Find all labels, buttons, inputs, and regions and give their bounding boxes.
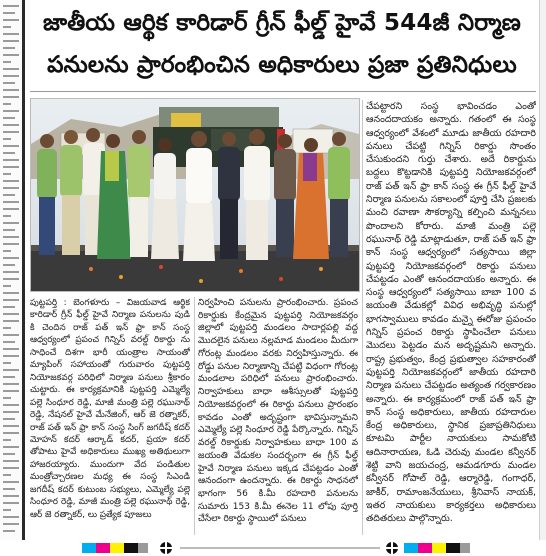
person [60,130,82,255]
news-photo [30,98,360,292]
person [37,134,57,255]
cyan-patch [82,543,96,553]
person [328,132,350,257]
registration-mark-icon [160,542,172,554]
right-gutter [539,0,546,540]
column-divider [362,100,363,535]
magenta-patch [96,543,110,553]
adjacent-page-strip [0,0,25,540]
headline-line-1: జాతీయ ఆర్థిక కారిడార్ గ్రీన్ ఫీల్డ్ హైవే 544జీ నిర్మాణ [42,10,522,36]
person [128,130,150,257]
article-column-2: నిర్వహించి పనులను ప్రారంభించారు. ప్రపంచ రికార్డుకు కేంద్రమైన పుట్టపర్తి నియోజకవర్గం జిల్లాలో పుట్టపర్తి మండలం సాదార్లపల్లి వద్ద మొదలైన పనులు నల్లమాడ మండలం మీదుగా గోరంట్ల మండలం వరకు నిర్వహిస్తున్నారు. ఈ రోడ్డు పనుల నిర్మాణాన్ని చేపట్టి విధంగా గోరంట్ల మండలాల పరిధిలో పనులు ప్రారంభించారు. నిర్వాహకులు బాధా ఆశీస్సులతో పుట్టపర్తి నియోజకవర్గంలో ఈ రికార్డు పనులు ప్రారంభం కావడం ఎంతో అదృష్టంగా భావిస్తున్నామని ఎమ్మెల్యే పల్లె సింధూర రెడ్డి పేర్కొన్నారు. గిన్నిస్ వరల్డ్ రికార్డుకు నిర్వాహకులు బాధా 100 వ జయంతి వేడుకల సందర్భంగా ఈ గ్రీన్ ఫీల్డ్ హైవే నిర్మాణ పనులు ఇక్కడ చేపట్టడం ఎంతో ఆనందంగా ఉందన్నారు. ఈ రికార్డు సాధనలో భాగంగా 56 కి.మీ రహదారి పనులను సుమారు 153 కి.మీ ఈనెల 11 లోపు పూర్తి చేసేలా రికార్డు స్థాయిలో పనులు [198,298,358,525]
black-patch [446,543,460,553]
cyan-patch [404,543,418,553]
headline-line-2: పనులను ప్రారంభించిన అధికారులు ప్రజా ప్రతినిధులు [47,52,517,78]
article-column-3: చేపట్టారని సంస్థ భావించడం ఎంతో ఆనందదాయకం అన్నారు. గతంలో ఈ సంస్థ ఆధ్వర్యంలో వేశంలో మూడు జాతీయ రహదారి పనులు చేపట్టి గిన్నిస్ రికార్డు సొంతం చేసుకుందని గుర్తు చేశారు. అదే రికార్డును బద్దలు కొట్టడానికి పుట్టపర్తి నియోజకవర్గంలో రాజ్ పత్ ఇన్ ఫ్రా కాన్ సంస్థ ఈ గ్రీన్ ఫీల్డ్ హైవే నిర్మాణ పనులను సకాలంలో పూర్తి చేసి ప్రజలకు మంచి రవాణా సౌకర్యాన్ని కల్పించి మన్ననలు పొందాలని కోరారు. మాజీ మంత్రి పల్లె రఘునాథ్ రెడ్డి మాట్లాడుతూ, రాజ్ పత్ ఇన్ ఫ్రా కాన్ సంస్థ ఆధ్వర్యంలో సత్యసాయి జిల్లా పుట్టపర్తి నియోజకవర్గంలో రికార్డు పనులు చేపట్టడం ఎంతో ఆనందదాయకం అన్నారు. ఈ సంస్థ ఆధ్వర్యంలో సత్యసాయి బాబా 100 వ జయంతి వేడుకల్లో వివిధ అభివృద్ధి పనుల్లో భాగస్వాములు కావడం మన్నై ఈరోజు ప్రపంచం గిన్నిస్ ప్రపంచ రికార్డు స్థాపించేలా పనులు మొదలు పెట్టడం మన అదృష్టమని అన్నారు. రాష్ట్ర ప్రభుత్వం, కేంద్ర ప్రభుత్వాల సహకారంతో పుట్టపర్తి నియోజకవర్గంలో జాతీయ రహదారి నిర్మాణ పనులు చేపట్టడం అత్యంత గర్వకారణం అన్నారు. ఈ కార్యక్రమంలో రాజ్ పత్ ఇన్ ఫ్రా కాన్ సంస్థ అధికారులు, జాతీయ రహదారుల కేంద్ర అధికారులు, స్థానిక ప్రజాప్రతినిధులు కూటమి పార్టీల నాయకులు సామకోటి ఆదినారాయణ, ఓడి చెరువు మండల కన్వీనర్ శెట్టి వాని జయచంద్ర, ఆమడగూరు మండల కన్వీనర్ గోపాల్ రెడ్డి, ఆర్మారెడ్డి, గంగాధర్, జాకీర్, రామాంజనేయులు, శ్రీనివాస్ నాయక్, ఇతర నాయకులు కార్యకర్తలు అధికారులు తదితరులు పాల్గొన్నారు. [366,101,536,525]
headline-rule [30,91,536,92]
print-color-bar [0,540,546,556]
registration-mark-icon [386,542,398,554]
person [218,132,240,259]
person [244,129,270,260]
magenta-patch [418,543,432,553]
person [274,134,296,257]
yellow-patch [110,543,124,553]
article-column-1: పుట్టపర్తి : బెంగళూరు – విజయవాడ ఆర్థిక కారిడార్ గ్రీన్ ఫీల్డ్ హైవే నిర్మాణ పనులను పుడి కి చెందిన రాజ్ పత్ ఇన్ ఫ్రా కాన్ సంస్థ ఆధ్వర్యంలో ప్రపంచ గిన్నిస్ వరల్డ్ రికార్డు ను సాధించే దిశగా భారీ యంత్రాల సాయంతో మ్యాపింగ్ సహాయంతో గురువారం పుట్టపర్తి నియోజకవర్గ పరిధిలో నిర్మాణ పనులు శ్రీకారం చుట్టారు. ఈ కార్యక్రమానికి పుట్టపర్తి ఎమ్మెల్యే పల్లె సింధూర రెడ్డి, మాజీ మంత్రి పల్లె రఘునాథ్ రెడ్డి, నేషనల్ హైవే మేనేజింగ్, ఆర్ జె రత్నాకర్, రాజ్ పత్ ఇన్ ఫ్రా కాన్ సంస్థ సింగ్ జగదీష్ కదర్ మోహన్ కదర్ ఆర్కాడ్ కదర్, ప్రయా కదర్ తోపాటు హైవే అధికారులు ముఖ్య అతిథులుగా హాజరయ్యారు. ముందుగా వేద పండితుల మంత్రోచ్చారణల మధ్య ఈ సంస్థ సిఎండి జగదీష్ కదర్ కుటుంబ సభ్యులు, ఎమ్మెల్యే పల్లె సింధూర రెడ్డి, మాజీ మంత్రి పల్లె రఘునాథ్ రెడ్డి, ఆర్ జె రత్నాకర్, లు ప్రత్యేక పూజలు [30,298,190,520]
bar-line [180,547,380,549]
person [183,131,215,261]
column-divider [194,297,195,535]
yellow-patch [432,543,446,553]
gray-patch [460,543,470,553]
black-patch [124,543,138,553]
person [151,138,179,259]
gray-patch [138,543,148,553]
